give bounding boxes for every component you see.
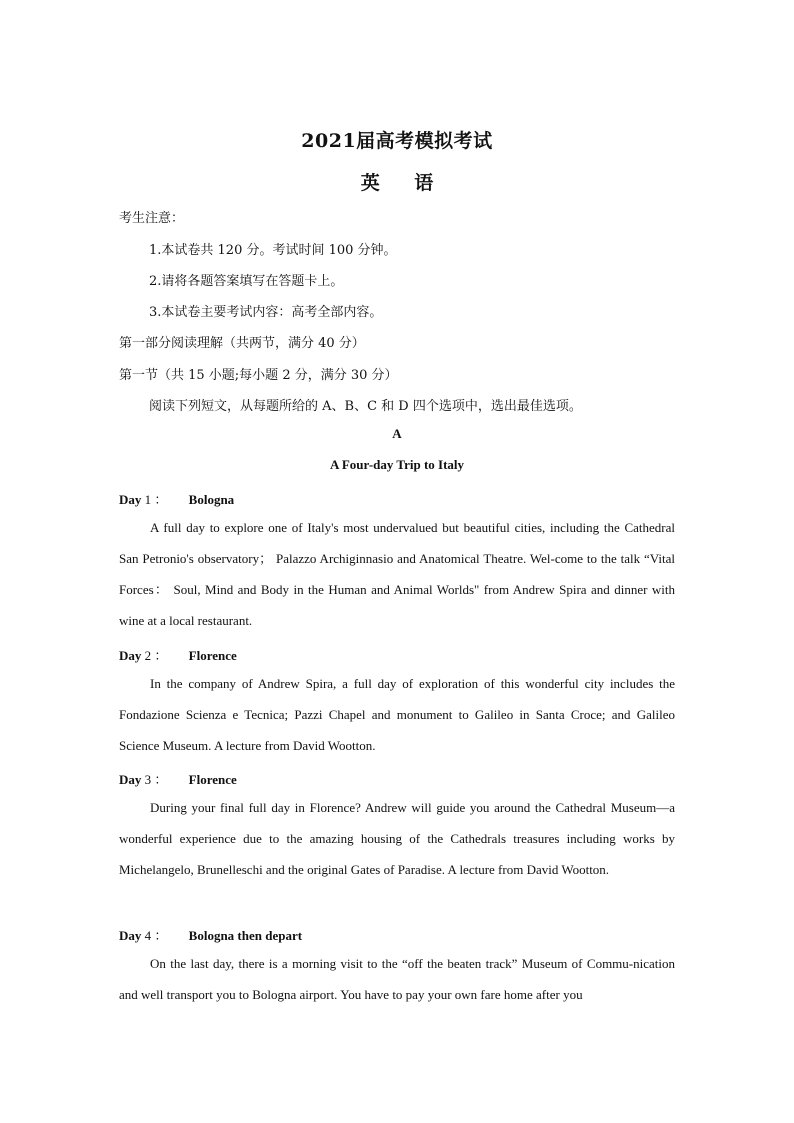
notice-item-3: 3.本试卷主要考试内容：高考全部内容。 [149, 305, 383, 320]
day-text-2: In the company of Andrew Spira, a full day of exploration of this wonderful city includes the Fondazione Scienza e Tecnica; Pazzi Chapel and monument to Galileo in Santa Croce; and Galileo Science Museum. A lecture from David Wootton. [119, 676, 675, 753]
section-heading: 第一节（共 15 小题;每小题 2 分，满分 30 分） [119, 368, 398, 383]
day-text-3: During your final full day in Florence? Andrew will guide you around the Cathedral Museum—a wonderful experience due to the amazing housing of the Cathedrals treasures including works by Michelangelo, Brunelleschi and the original Gates of Paradise. A lecture from David Wootton. [119, 800, 675, 877]
day-place: Florence [188, 772, 237, 787]
notice-item-2: 2.请将各题答案填写在答题卡上。 [149, 274, 344, 289]
part-heading: 第一部分阅读理解（共两节，满分 40 分） [119, 336, 365, 351]
notice-heading: 考生注意： [119, 211, 185, 226]
day-heading-3 [119, 769, 237, 788]
day-place: Florence [188, 648, 237, 663]
notice-item-1: 1.本试卷共 120 分。考试时间 100 分钟。 [149, 243, 397, 258]
day-label: Day [119, 928, 142, 943]
passage-title: A Four-day Trip to Italy [329, 457, 465, 472]
day-heading-4 [119, 925, 302, 944]
day-number: 4 ： [144, 928, 168, 943]
day-label: Day [119, 648, 142, 663]
day-label: Day [119, 772, 142, 787]
day-label: Day [119, 492, 142, 507]
section-instruction: 阅读下列短文，从每题所给的 A、B、C 和 D 四个选项中，选出最佳选项。 [149, 399, 582, 414]
day-heading-2 [119, 645, 237, 664]
day-text-1: A full day to explore one of Italy's most undervalued but beautiful cities, including the Cathedral San Petronio's observatory； Palazzo Archiginnasio and Anatomical Theatre. Wel-come to the talk “Vital Forces： Soul, Mind and Body in the Human and Animal Worlds" from Andrew Spira and dinner with wine at a local restaurant. [119, 520, 675, 628]
day-heading-1 [119, 489, 234, 508]
passage-letter: A [392, 426, 402, 441]
exam-subject: 英 语 [360, 172, 448, 194]
day-number: 3 ： [144, 772, 168, 787]
day-number: 2 ： [144, 648, 168, 663]
day-text-4: On the last day, there is a morning visit to the “off the beaten track” Museum of Commu-nication and well transport you to Bologna airport. You have to pay your own fare home after you [119, 956, 675, 1002]
exam-title: 2021届高考模拟考试 [301, 130, 493, 152]
day-number: 1 ： [144, 492, 168, 507]
day-place: Bologna then depart [188, 928, 303, 943]
day-place: Bologna [188, 492, 235, 507]
